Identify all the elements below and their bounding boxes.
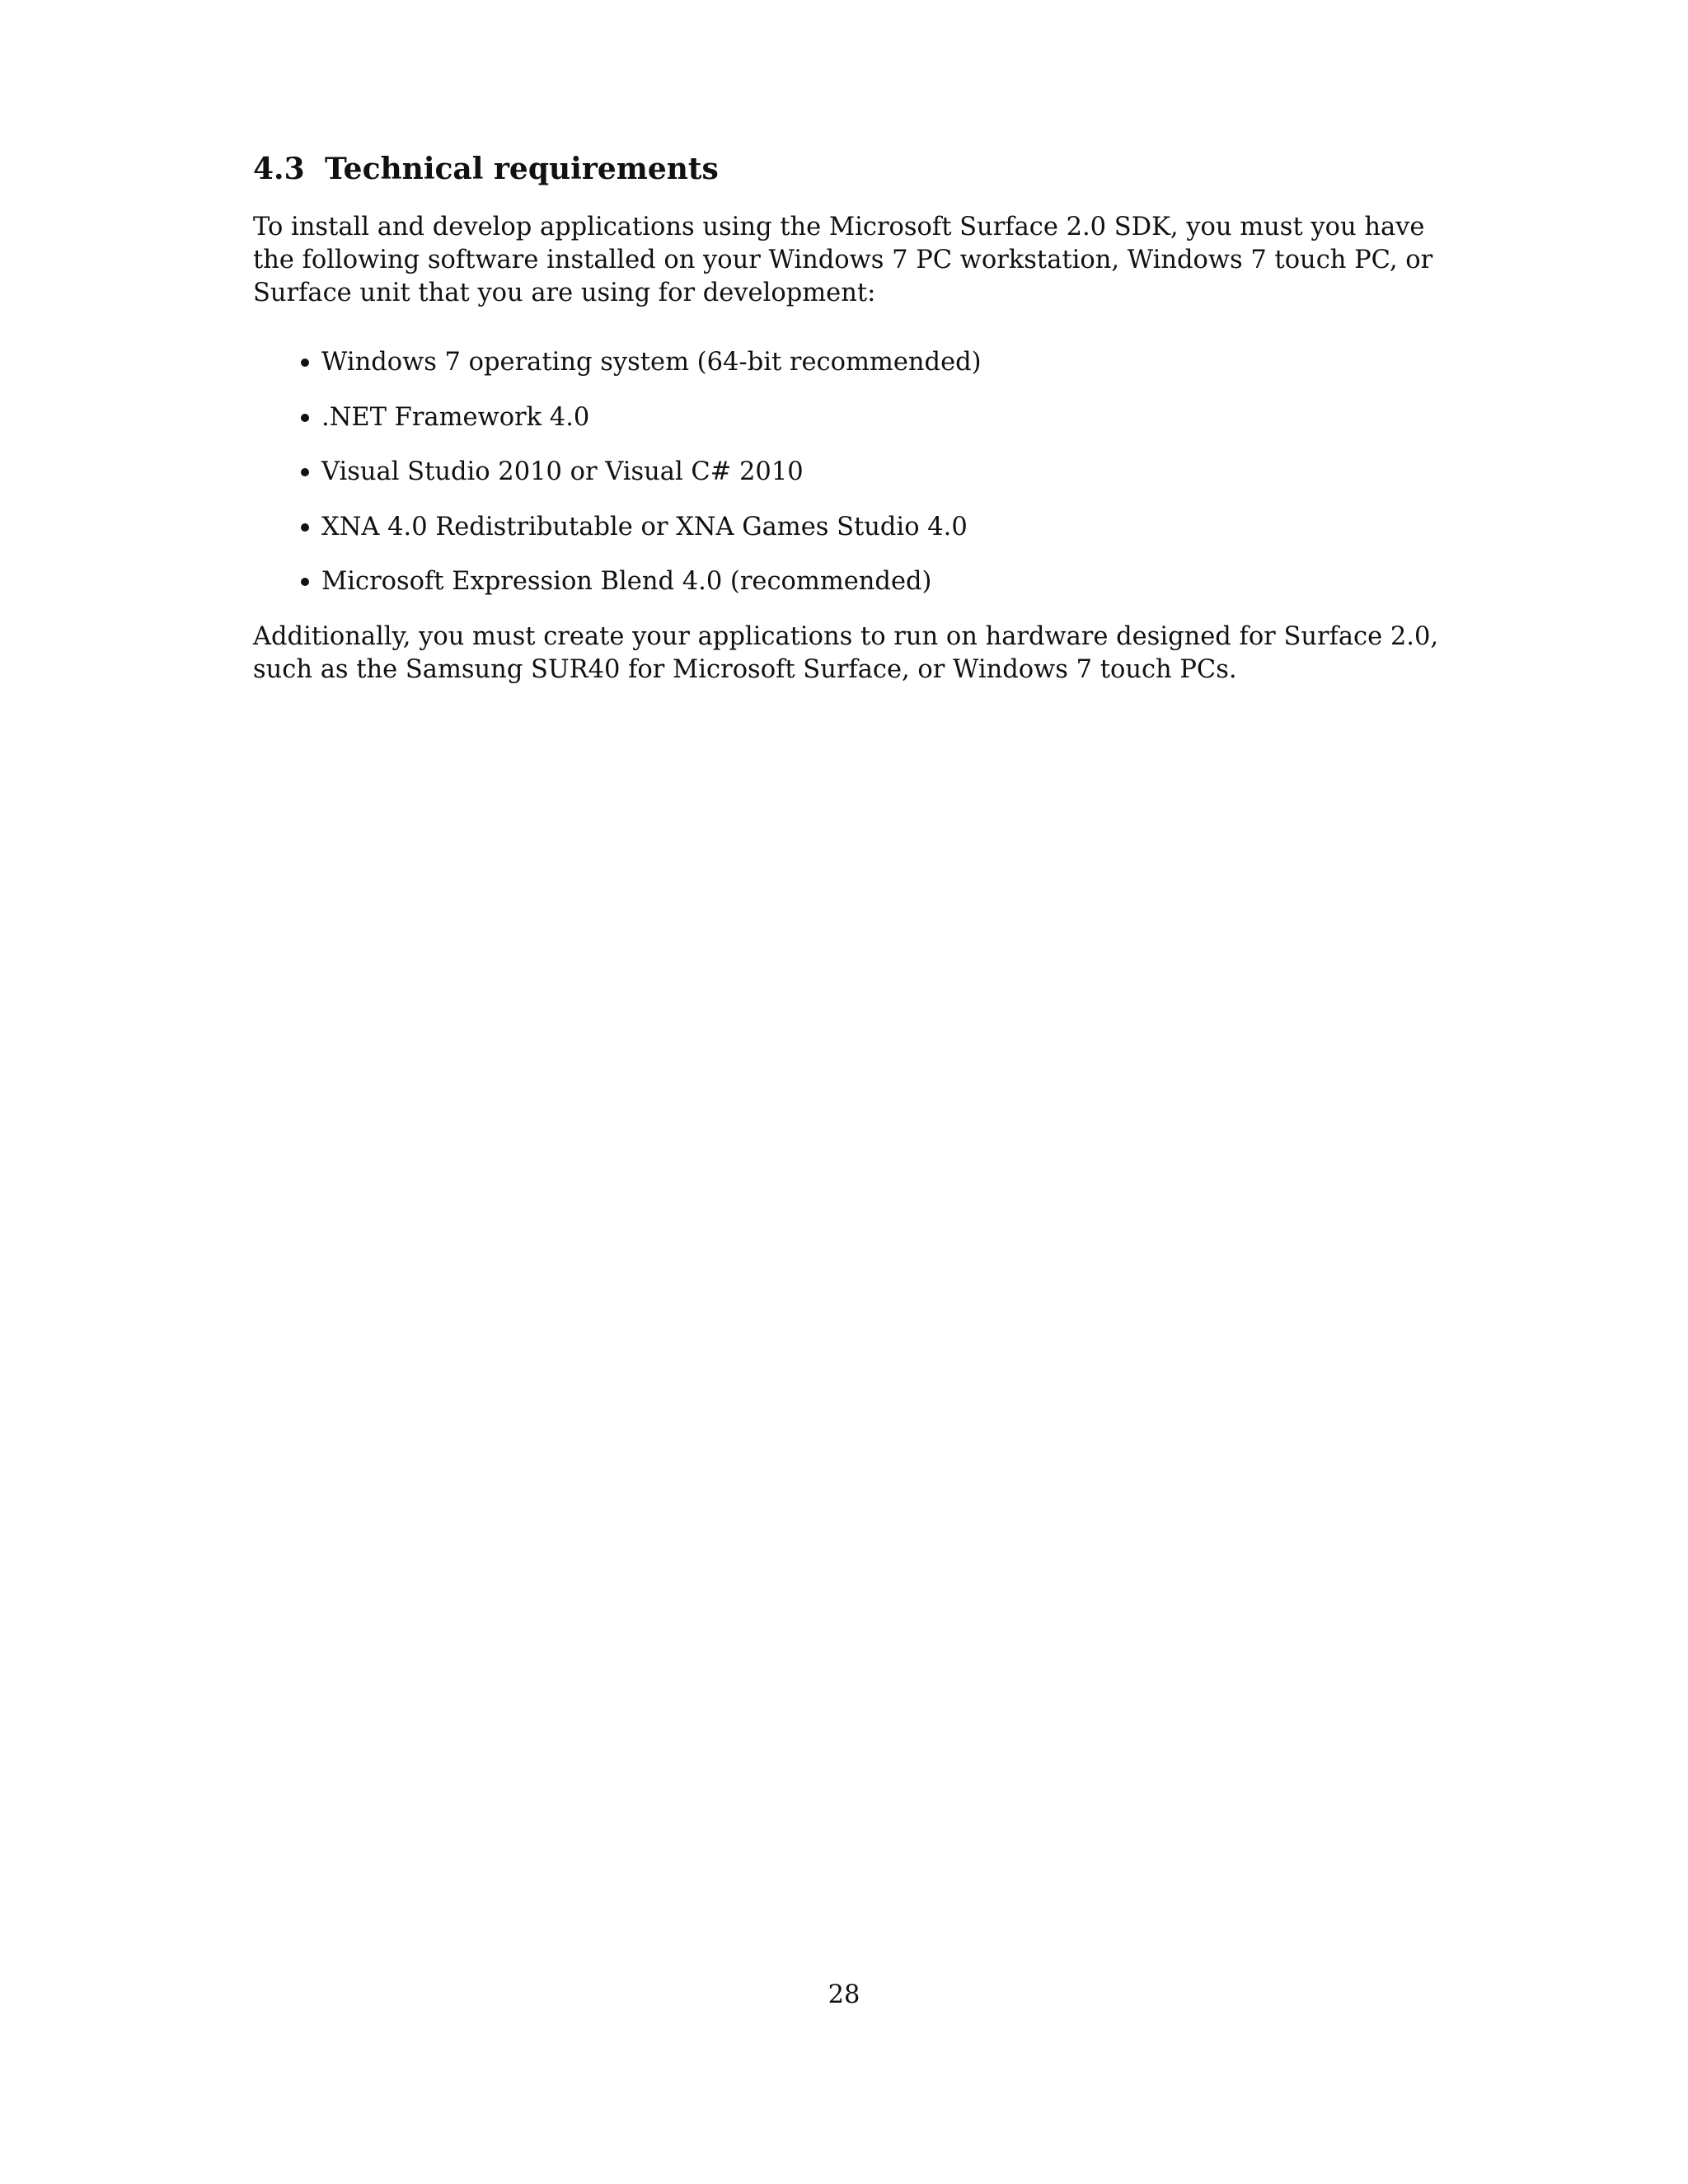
requirement-text: Visual Studio 2010 or Visual C# 2010 (321, 457, 804, 487)
requirement-text: Windows 7 operating system (64-bit recommended) (321, 348, 982, 377)
requirement-item (253, 511, 1440, 544)
bullet-icon (298, 401, 312, 434)
requirement-item (253, 565, 1440, 598)
section-heading (253, 152, 1440, 186)
requirement-item (253, 346, 1440, 379)
section-title: Technical requirements (325, 152, 719, 186)
bullet-icon (298, 565, 312, 598)
bullet-icon (298, 511, 312, 544)
page-number: 28 (828, 1980, 860, 2009)
bullet-icon (298, 456, 312, 489)
intro-paragraph: To install and develop applications using the Microsoft Surface 2.0 SDK, you must you have the following software installed on your Windows 7 PC workstation, Windows 7 touch PC, or Surface unit that you are using for development: (253, 213, 1433, 308)
requirement-text: .NET Framework 4.0 (321, 402, 590, 432)
requirement-text: Microsoft Expression Blend 4.0 (recommended) (321, 567, 932, 597)
bullet-icon (298, 346, 312, 379)
page-content (253, 152, 1440, 687)
closing-paragraph: Additionally, you must create your applications to run on hardware designed for Surface 2.0, such as the Samsung SUR40 for Microsoft Surface, or Windows 7 touch PCs. (253, 621, 1439, 684)
section-number: 4.3 (253, 152, 305, 186)
requirement-item (253, 401, 1440, 434)
requirements-list (253, 346, 1440, 598)
requirement-text: XNA 4.0 Redistributable or XNA Games Studio 4.0 (321, 512, 968, 541)
requirement-item (253, 456, 1440, 489)
